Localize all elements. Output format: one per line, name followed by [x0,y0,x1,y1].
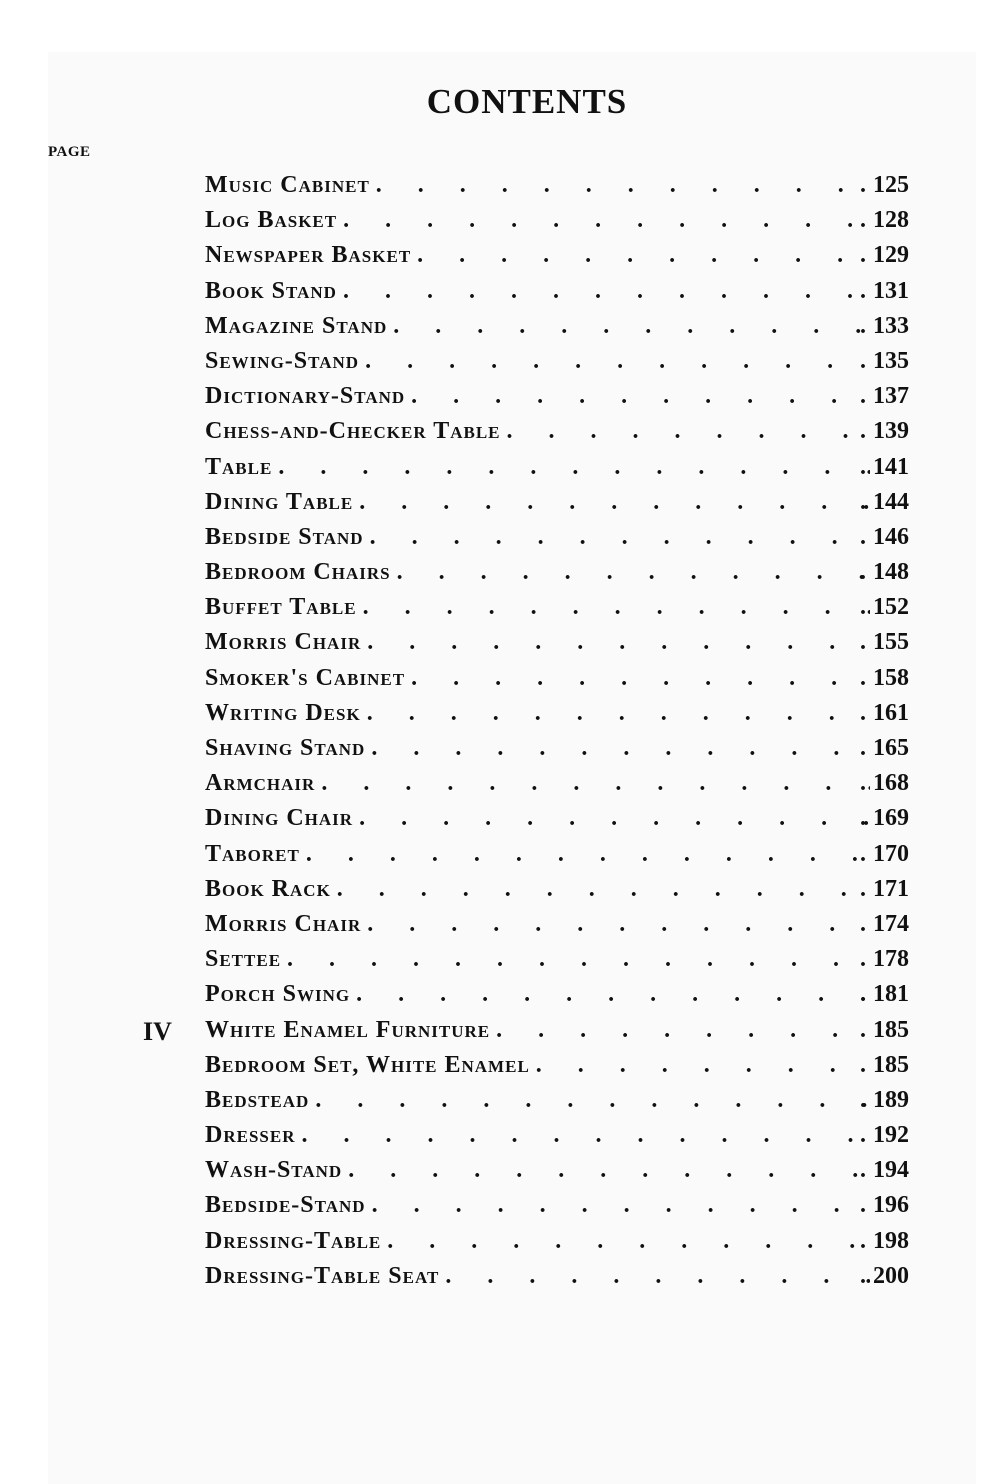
entry-title: Table [205,453,273,480]
leader-final-dot: . [860,1192,866,1219]
dot-leaders [343,207,870,234]
toc-entry [0,872,1000,907]
entry-title: Buffet Table [205,594,357,621]
leader-final-dot: . [860,875,866,902]
entry-title: Smoker's Cabinet [205,664,406,691]
entry-leader-line [205,489,870,516]
entry-leader-line [205,524,870,551]
entry-title: Dictionary-Stand [205,383,406,410]
leader-final-dot: . [860,383,866,410]
toc-entry [0,977,1000,1012]
toc-entry [0,450,1000,485]
entry-title: Porch Swing [205,981,351,1008]
dot-leaders [367,700,870,727]
entry-title: Bedside Stand [205,523,364,550]
page-number: 137 [873,383,909,410]
leader-final-dot: . [860,805,866,832]
entry-title: Dresser [205,1122,296,1149]
dot-leaders [337,876,870,903]
toc-entry [0,414,1000,449]
entry-title: Shaving Stand [205,735,366,761]
page-number: 131 [873,277,909,304]
entry-title: Magazine Stand [205,312,388,339]
toc-entry [0,309,1000,344]
entry-leader-line [205,1228,870,1255]
toc-entry [0,203,1000,238]
page-number: 133 [873,312,909,339]
toc-entry [0,1083,1000,1118]
toc-entry [0,942,1000,977]
entry-title: Book Rack [205,875,331,902]
entry-leader-line [205,946,870,973]
toc-entry [0,625,1000,660]
toc-entry [0,801,1000,836]
toc-entry [0,731,1000,766]
dot-leaders [301,1122,870,1149]
leader-final-dot: . [860,1122,866,1149]
page-number: 189 [873,1086,909,1113]
page-number: 148 [873,559,909,586]
dot-leaders [411,383,870,410]
entry-leader-line [205,1157,870,1184]
page-number: 168 [873,770,909,797]
toc-entry [0,696,1000,731]
dot-leaders [306,841,870,868]
entry-leader-line [205,1122,870,1149]
toc-entry [0,661,1000,696]
entry-leader-line [205,981,870,1008]
page-number: 161 [873,699,909,726]
leader-final-dot: . [860,172,866,198]
page-number: 165 [873,735,909,761]
toc-entry [0,1013,1000,1048]
entry-leader-line [205,629,870,656]
entry-leader-line [205,454,870,481]
page-number: 185 [873,1051,909,1078]
toc-entry [0,379,1000,414]
entry-title: Morris Chair [205,910,362,937]
entry-leader-line [205,876,870,903]
dot-leaders [287,946,870,973]
page-number: 141 [873,453,909,480]
dot-leaders [315,1087,870,1114]
entry-leader-line [205,207,870,234]
entry-title: White Enamel Furniture [205,1016,491,1043]
entry-leader-line [205,418,870,445]
page-number: 198 [873,1227,909,1254]
toc-entry [0,837,1000,872]
page-number: 158 [873,664,909,691]
entry-leader-line [205,348,870,375]
page-number: 139 [873,418,909,445]
toc-entry [0,907,1000,942]
entry-leader-line [205,805,870,832]
entry-leader-line [205,172,870,199]
toc-entry [0,520,1000,555]
entry-title: Dressing-Table [205,1227,382,1254]
leader-final-dot: . [860,1051,866,1078]
leader-final-dot: . [860,981,866,1008]
dot-leaders [371,735,870,762]
entry-title: Log Basket [205,207,338,234]
entry-title: Newspaper Basket [205,242,412,269]
entry-title: Bedroom Chairs [205,559,391,586]
leader-final-dot: . [860,735,866,761]
dot-leaders [387,1228,870,1255]
leader-final-dot: . [860,594,866,621]
chapter-number: IV [143,1016,172,1046]
toc-entry [0,238,1000,273]
dot-leaders [397,559,870,586]
entry-leader-line [205,559,870,586]
dot-leaders [348,1157,870,1184]
entry-title: Armchair [205,770,316,797]
entry-leader-line [205,1087,870,1114]
page-number: 200 [873,1262,909,1289]
leader-final-dot: . [860,770,866,797]
page-number: 171 [873,875,909,902]
entry-title: Bedstead [205,1086,310,1113]
dot-leaders [376,172,870,199]
dot-leaders [359,805,870,832]
entry-leader-line [205,313,870,340]
dot-leaders [278,454,870,481]
dot-leaders [393,313,870,340]
entry-leader-line [205,1263,870,1290]
leader-final-dot: . [860,488,866,515]
dot-leaders [370,524,870,551]
toc-entry [0,590,1000,625]
page-title: CONTENTS [426,82,628,121]
page-number: 135 [873,347,909,374]
toc-entry [0,344,1000,379]
entry-title: Taboret [205,840,300,867]
leader-final-dot: . [860,242,866,269]
page-column-header: PAGE [48,144,976,1484]
page-number: 129 [873,242,909,269]
page-number: 174 [873,910,909,937]
entry-title: Music Cabinet [205,172,370,198]
entry-leader-line [205,1017,870,1044]
entry-leader-line [205,1052,870,1079]
dot-leaders [445,1263,870,1290]
toc-entry [0,1118,1000,1153]
entry-title: Dining Chair [205,805,354,832]
dot-leaders [372,1192,870,1219]
entry-title: Bedside-Stand [205,1192,366,1219]
leader-final-dot: . [860,347,866,374]
entry-leader-line [205,770,870,797]
dot-leaders [359,489,870,516]
entry-leader-line [205,278,870,305]
dot-leaders [496,1017,870,1044]
leader-final-dot: . [860,1157,866,1184]
leader-final-dot: . [860,664,866,691]
leader-final-dot: . [860,910,866,937]
leader-final-dot: . [860,453,866,480]
page-number: 181 [873,981,909,1008]
page-number: 192 [873,1122,909,1149]
entry-title: Dressing-Table Seat [205,1262,440,1289]
toc-entry [0,766,1000,801]
page-number: 170 [873,840,909,867]
entry-leader-line [205,735,870,762]
leader-final-dot: . [860,840,866,867]
leader-final-dot: . [860,207,866,234]
toc-entry [0,1153,1000,1188]
leader-final-dot: . [860,629,866,656]
dot-leaders [417,242,870,269]
leader-final-dot: . [860,277,866,304]
leader-final-dot: . [860,1227,866,1254]
entry-title: Settee [205,946,282,973]
dot-leaders [507,418,871,445]
page-number: 178 [873,946,909,973]
dot-leaders [363,594,870,621]
entry-title: Sewing-Stand [205,347,360,374]
page-number: 196 [873,1192,909,1219]
dot-leaders [367,629,870,656]
entry-title: Chess-and-Checker Table [205,418,501,445]
page-number: 155 [873,629,909,656]
entry-title: Book Stand [205,277,337,304]
page-number: 128 [873,207,909,234]
dot-leaders [411,665,870,692]
dot-leaders [321,770,870,797]
entry-leader-line [205,911,870,938]
toc-entry [0,168,1000,203]
toc-entry [0,1048,1000,1083]
leader-final-dot: . [860,1016,866,1043]
entry-title: Dining Table [205,488,354,515]
entry-title: Writing Desk [205,699,361,726]
table-of-contents [0,168,1000,1294]
page-number: 152 [873,594,909,621]
dot-leaders [356,981,870,1008]
toc-entry [0,1188,1000,1223]
entry-leader-line [205,383,870,410]
page-number: 185 [873,1016,909,1043]
leader-final-dot: . [860,1086,866,1113]
leader-final-dot: . [860,699,866,726]
dot-leaders [536,1052,870,1079]
dot-leaders [367,911,870,938]
dot-leaders [343,278,870,305]
entry-leader-line [205,841,870,868]
leader-final-dot: . [860,418,866,445]
entry-leader-line [205,242,870,269]
toc-entry [0,555,1000,590]
entry-leader-line [205,1192,870,1219]
leader-final-dot: . [860,946,866,973]
page-number: 194 [873,1157,909,1184]
page-number: 125 [873,172,909,198]
entry-title: Bedroom Set, White Enamel [205,1051,530,1078]
page-number: 146 [873,523,909,550]
leader-final-dot: . [860,312,866,339]
entry-title: Morris Chair [205,629,362,656]
entry-leader-line [205,700,870,727]
page-number: 169 [873,805,909,832]
toc-entry [0,1259,1000,1294]
leader-final-dot: . [860,559,866,586]
toc-entry [0,485,1000,520]
toc-entry [0,1224,1000,1259]
dot-leaders [365,348,870,375]
toc-entry [0,274,1000,309]
entry-leader-line [205,665,870,692]
page-number: 144 [873,488,909,515]
entry-leader-line [205,594,870,621]
leader-final-dot: . [860,1262,866,1289]
leader-final-dot: . [860,523,866,550]
entry-title: Wash-Stand [205,1157,343,1184]
